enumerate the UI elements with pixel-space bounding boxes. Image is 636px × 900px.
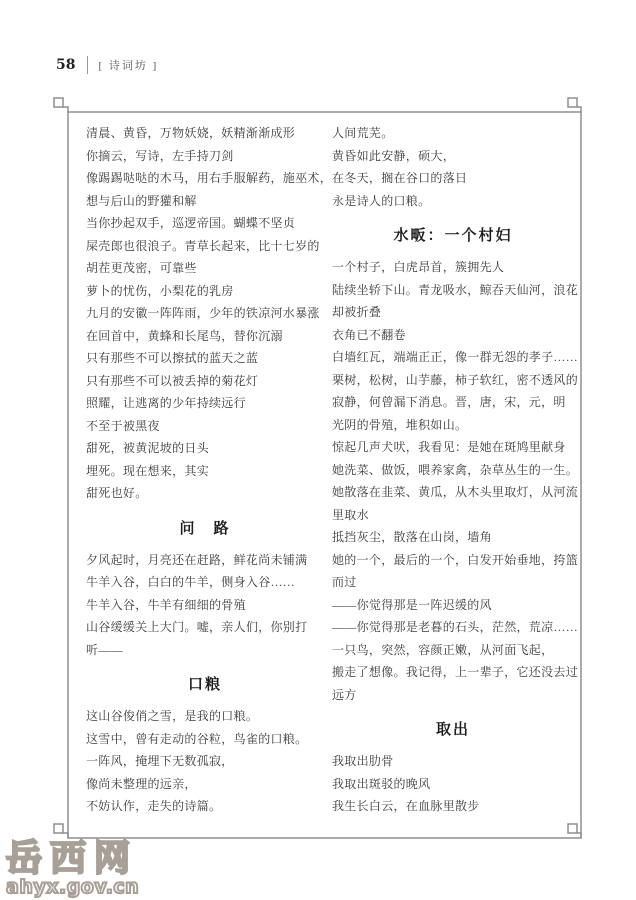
poem-line: 陆续坐轿下山。青龙吸水，鲸吞天仙河，浪花 bbox=[332, 282, 579, 297]
poem-line: ——你觉得那是一阵迟缓的风 bbox=[332, 597, 492, 612]
poem-line: 甜死，被黄泥坡的日头 bbox=[86, 441, 210, 455]
section-label: [ 诗词坊 ] bbox=[98, 60, 159, 72]
poem-line: 衣角已不翻卷 bbox=[332, 327, 406, 342]
poem-line: 这雪中，曾有走动的谷粒，鸟雀的口粮。 bbox=[86, 731, 308, 746]
poem-line: 在回首中，黄蜂和长尾鸟，替你沉溺 bbox=[86, 328, 283, 343]
poem-line: 山谷缓缓关上大门。嘘，亲人们，你别打 bbox=[86, 620, 308, 634]
poem-line: 却被折叠 bbox=[332, 305, 382, 319]
poem-line: 永是诗人的口粮。 bbox=[332, 193, 431, 208]
poem-line: 黄昏如此安静，硕大， bbox=[332, 148, 456, 163]
poem-line: 人间荒芜。 bbox=[332, 126, 394, 140]
watermark-logo: 岳西网 bbox=[6, 837, 139, 879]
poem-line: 搬走了想像。我记得，上一辈子，它还没去过 bbox=[332, 665, 579, 679]
page-number: 58 bbox=[56, 57, 76, 73]
poem-line: 我取出斑驳的晚风 bbox=[332, 776, 431, 791]
column-left bbox=[86, 122, 333, 818]
poem-line: 牛羊入谷，白白的牛羊，侧身入谷…… bbox=[86, 575, 296, 589]
poem-title: 问 路 bbox=[179, 519, 231, 537]
poem-line: 她的一个，最后的一个，白发开始垂地，挎篮 bbox=[332, 552, 579, 567]
poem-line: 一只鸟，突然，容颜正嫩，从河面飞起， bbox=[332, 642, 554, 657]
poem-line: 在冬天，搁在谷口的落日 bbox=[332, 171, 468, 185]
poem-line: 甜死也好。 bbox=[86, 486, 148, 500]
poem-line: 白墙红瓦，端端正正，像一群无怨的孝子…… bbox=[332, 350, 579, 364]
poem-line: 惊起几声犬吠，我看见：是她在斑鸠里献身 bbox=[332, 440, 566, 454]
poem-line: 只有那些不可以被丢掉的菊花灯 bbox=[86, 373, 259, 388]
column-right bbox=[332, 122, 579, 818]
poem-line: 当你抄起双手，巡逻帝国。蝴蝶不坚贞 bbox=[86, 216, 296, 230]
poem-line: 只有那些不可以擦拭的蓝天之蓝 bbox=[86, 351, 259, 365]
watermark bbox=[6, 837, 176, 898]
poem-line: 而过 bbox=[332, 575, 357, 589]
poem-line: 屎壳郎也很浪子。青草长起来，比十七岁的 bbox=[86, 238, 320, 253]
poem-title: 水畈：一个村妇 bbox=[393, 227, 513, 244]
poem-line: 胡茬更茂密，可靠些 bbox=[86, 261, 197, 275]
poem-line: 一个村子，白虎昂首，簇拥先人 bbox=[332, 260, 505, 274]
watermark-url: ahyx.gov.cn bbox=[6, 876, 140, 898]
poem-line: 像尚未整理的远亲， bbox=[86, 776, 197, 791]
poem-line: 远方 bbox=[332, 687, 357, 702]
poem-line: 抵挡灰尘，散落在山岗，墙角 bbox=[332, 530, 492, 544]
poem-line: 不至于被黑夜 bbox=[86, 418, 160, 433]
poem-line: 一阵风，掩埋下无数孤寂， bbox=[86, 754, 234, 768]
poem-line: 栗树，松树，山芋藤，柿子软红，密不透风的 bbox=[332, 372, 579, 387]
poem-line: 里取水 bbox=[332, 507, 369, 522]
poem-line: ——你觉得那是老暮的石头，茫然，荒凉…… bbox=[332, 620, 579, 634]
poem-title: 取出 bbox=[435, 721, 470, 738]
poem-line: 这山谷俊俏之雪，是我的口粮。 bbox=[86, 709, 259, 723]
poem-line: 我生长白云，在血脉里散步 bbox=[332, 799, 480, 813]
poem-line: 照耀，让逃离的少年持续远行 bbox=[86, 396, 246, 410]
poem-line: 光阴的骨殖，堆积如山。 bbox=[332, 417, 468, 432]
poem-line: 埋死。现在想来，其实 bbox=[86, 463, 210, 478]
poem-line: 牛羊入谷，牛羊有细细的骨殖 bbox=[86, 597, 246, 612]
poem-line: 她散落在韭菜、黄瓜，从木头里取灯，从河流 bbox=[332, 485, 579, 499]
poem-line: 不妨认作，走失的诗篇。 bbox=[86, 799, 222, 813]
poem-title: 口粮 bbox=[187, 676, 222, 693]
poem-line: 她洗菜、做饭，喂养家禽，杂草丛生的一生。 bbox=[332, 462, 579, 477]
poem-line: 听—— bbox=[86, 642, 123, 657]
poem-line: 像踢踢哒哒的木马，用右手服解药，施巫术， bbox=[86, 171, 333, 185]
poem-line: 清晨、黄昏，万物妖娆，妖精渐渐成形 bbox=[86, 126, 296, 140]
poem-line: 我取出肋骨 bbox=[332, 754, 394, 768]
poem-line: 寂静，何曾漏下消息。晋，唐，宋，元，明 bbox=[332, 395, 566, 409]
poem-line: 九月的安徽一阵阵雨，少年的铁凉河水暴涨 bbox=[86, 306, 320, 320]
poem-line: 夕风起时，月亮还在赶路，鲜花尚未铺满 bbox=[86, 552, 308, 567]
poem-line: 萝卜的忧伤，小梨花的乳房 bbox=[86, 283, 234, 298]
poem-line: 想与后山的野獾和解 bbox=[86, 193, 197, 208]
poem-line: 你摘云，写诗，左手持刀剑 bbox=[86, 148, 234, 163]
